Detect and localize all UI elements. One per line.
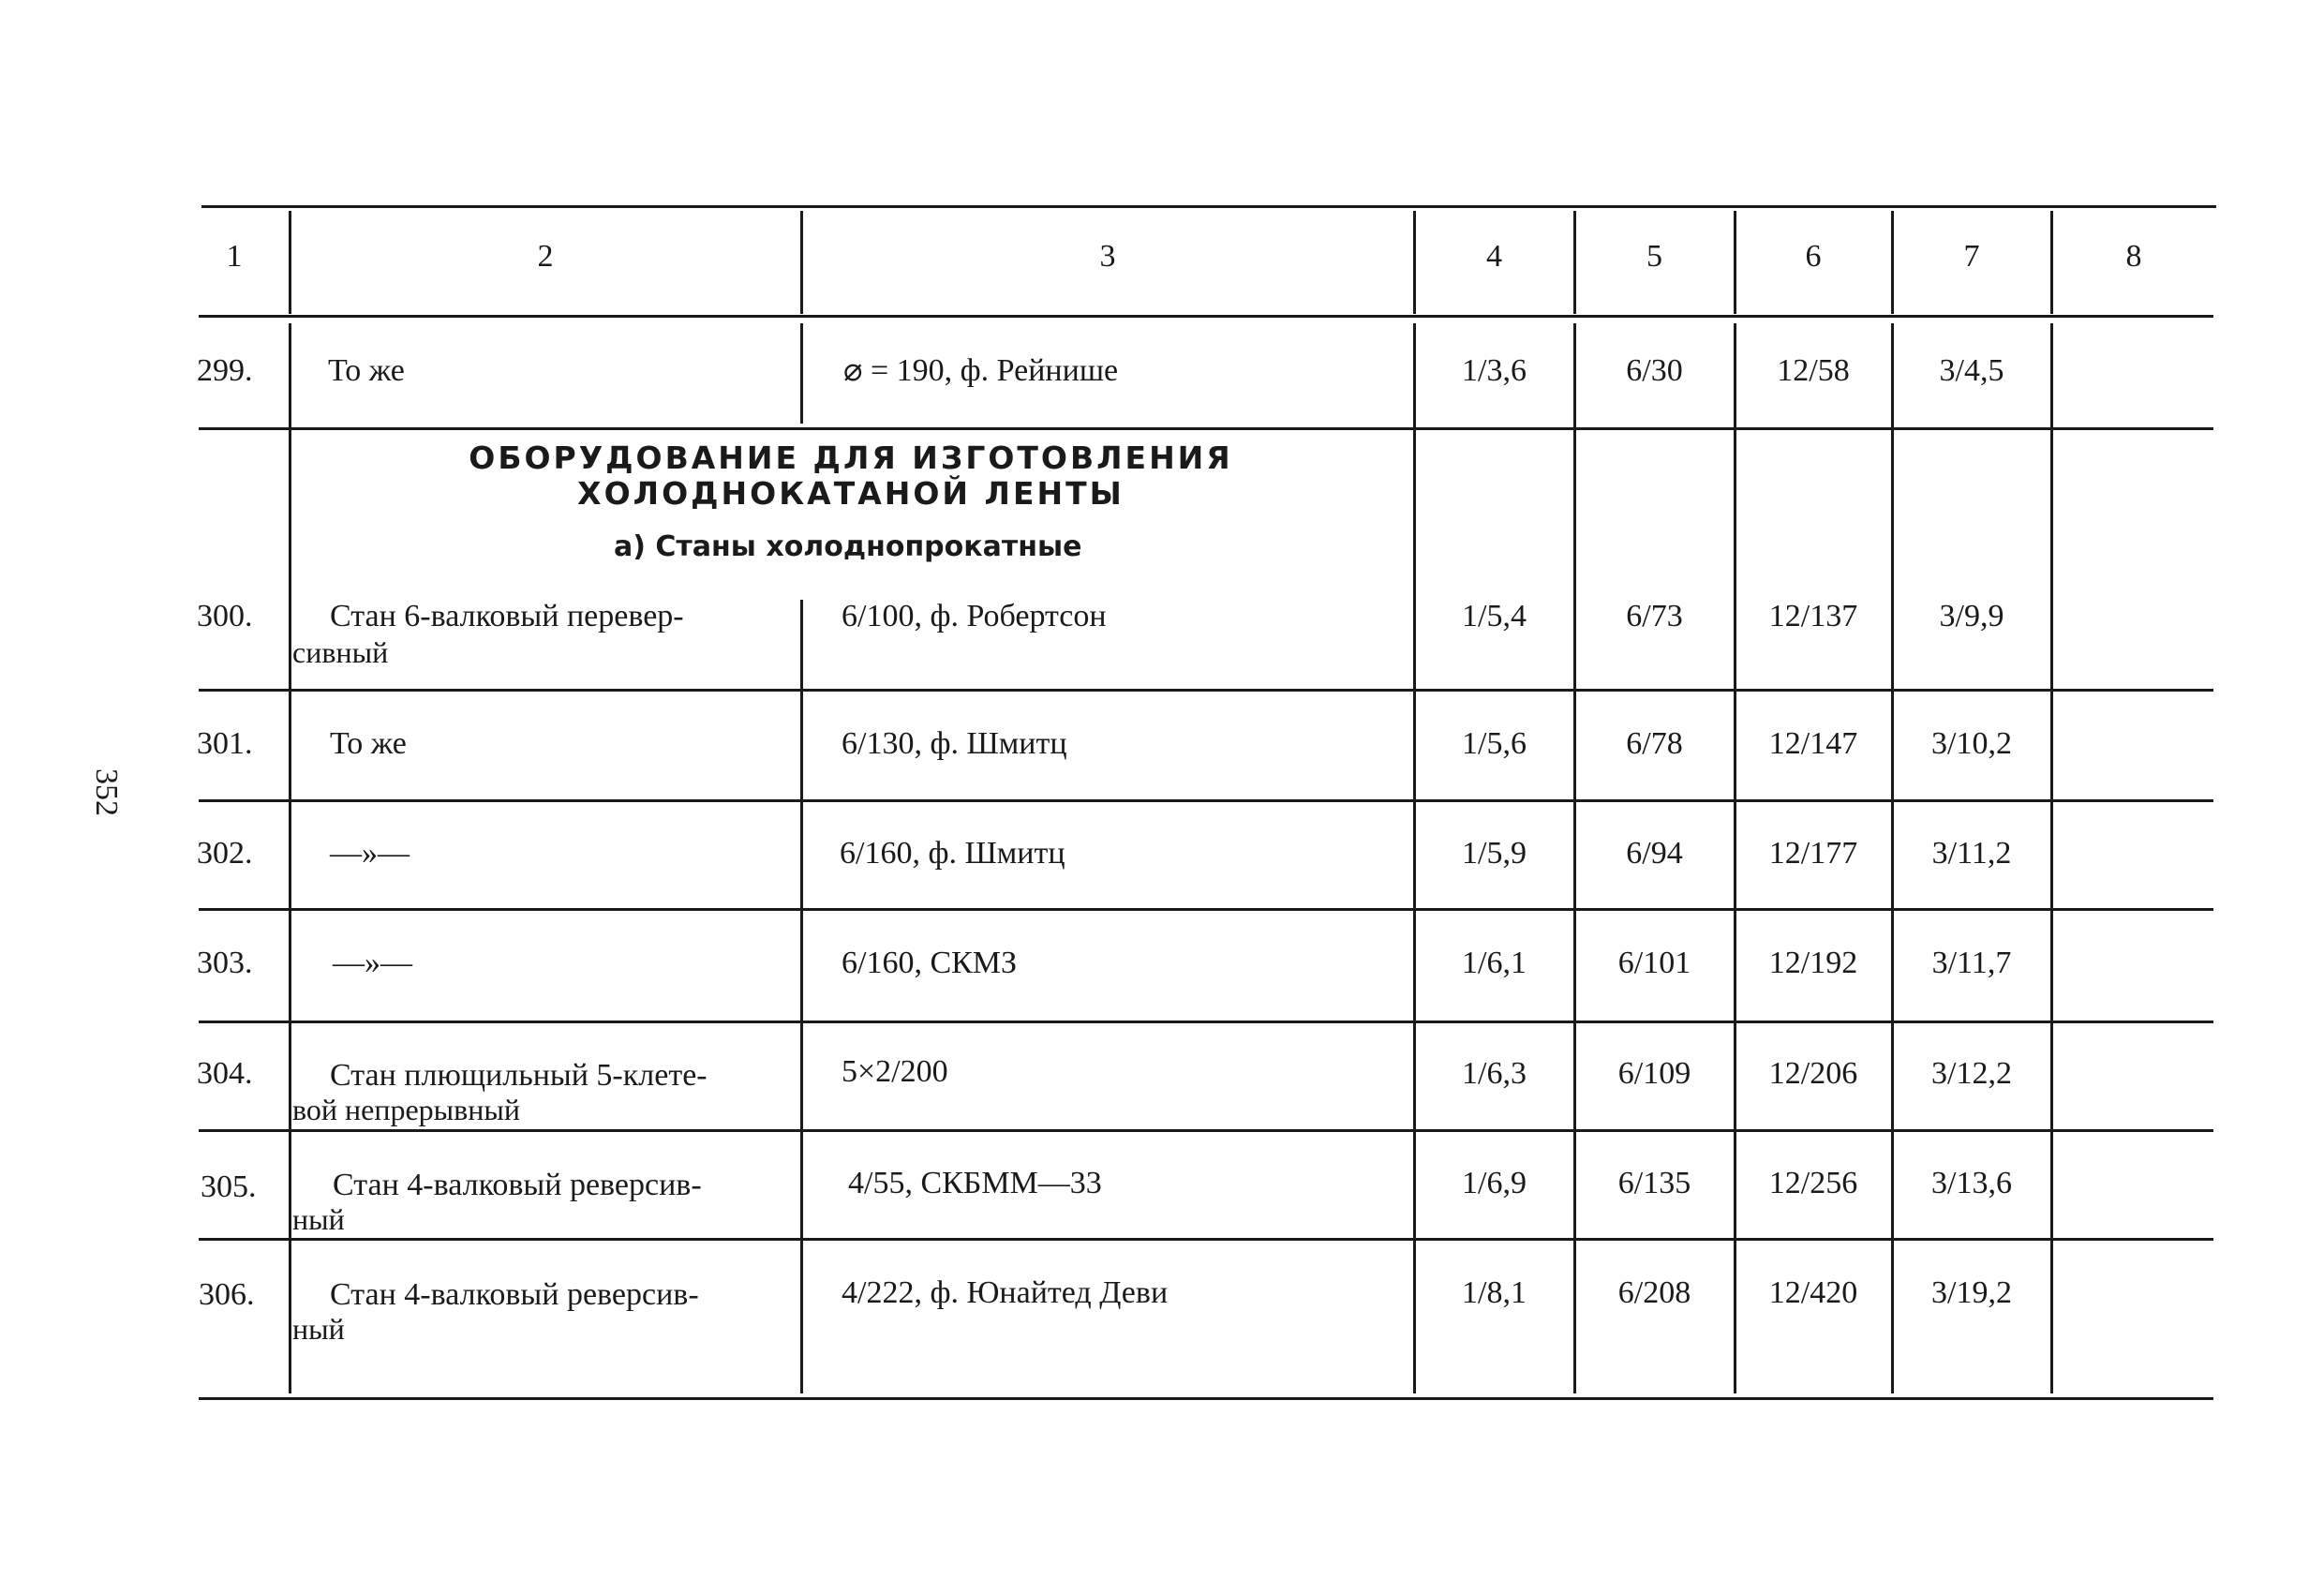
row-col-5: 6/30 — [1626, 353, 1683, 388]
row-name-continuation: сивный — [292, 635, 389, 669]
row-col-7: 3/9,9 — [1939, 599, 2004, 633]
section-subtitle: а) Станы холоднопрокатные — [614, 530, 1082, 563]
header-col-4: 4 — [1486, 239, 1502, 274]
col-sep-5-body — [1734, 323, 1736, 1393]
row-col-7: 3/10,2 — [1931, 726, 2012, 761]
row-name: Стан 4-валковый реверсив- — [333, 1168, 702, 1202]
row-col-4: 1/3,6 — [1462, 353, 1527, 388]
header-col-6: 6 — [1805, 239, 1822, 274]
row-name: Стан 4-валковый реверсив- — [330, 1277, 699, 1312]
section-title-line-1: ОБОРУДОВАНИЕ ДЛЯ ИЗГОТОВЛЕНИЯ — [469, 439, 1233, 476]
col-sep-5-header — [1734, 211, 1736, 314]
row-col-6: 12/58 — [1777, 353, 1850, 388]
row-number: 304. — [197, 1056, 253, 1091]
col-sep-1-body — [289, 323, 291, 1393]
row-col-6: 12/177 — [1768, 836, 1858, 871]
section-title-line-2: ХОЛОДНОКАТАНОЙ ЛЕНТЫ — [577, 475, 1125, 512]
row-number: 299. — [197, 353, 253, 388]
row-col-7: 3/11,2 — [1931, 836, 2012, 871]
row-col-4: 1/5,6 — [1462, 726, 1527, 761]
rule-top — [201, 205, 2216, 208]
rule-row-304-bottom — [199, 1129, 2213, 1132]
row-col-6: 12/192 — [1768, 946, 1858, 980]
row-number: 302. — [197, 836, 253, 871]
col-sep-7-body — [2050, 323, 2053, 1393]
row-number: 303. — [197, 946, 253, 980]
row-col-4: 1/6,1 — [1462, 946, 1527, 980]
row-spec: 6/160, ф. Шмитц — [840, 836, 1065, 871]
col-sep-2-header — [800, 211, 803, 314]
header-col-2: 2 — [537, 239, 554, 274]
row-name: Стан плющильный 5-клете- — [330, 1058, 708, 1093]
row-col-6: 12/137 — [1768, 599, 1858, 633]
row-spec: 5×2/200 — [842, 1054, 948, 1089]
rule-row-300-bottom — [199, 689, 2213, 692]
row-spec: ⌀ = 190, ф. Рейнише — [843, 353, 1119, 388]
row-col-5: 6/135 — [1617, 1166, 1691, 1200]
row-name: —»— — [330, 836, 410, 871]
rule-bottom — [199, 1397, 2213, 1400]
row-number: 300. — [197, 599, 253, 633]
col-sep-3-header — [1413, 211, 1416, 314]
col-sep-7-header — [2050, 211, 2053, 314]
col-sep-2-body-b — [800, 600, 803, 1393]
row-col-5: 6/101 — [1617, 946, 1691, 980]
col-sep-3-body — [1413, 323, 1416, 1393]
row-col-7: 3/11,7 — [1931, 946, 2012, 980]
row-col-5: 6/73 — [1626, 599, 1683, 633]
row-number: 305. — [201, 1169, 257, 1204]
header-col-3: 3 — [1099, 239, 1116, 274]
row-col-7: 3/12,2 — [1931, 1056, 2012, 1091]
row-col-7: 3/4,5 — [1939, 353, 2004, 388]
rule-row-301-bottom — [199, 799, 2213, 802]
col-sep-4-body — [1573, 323, 1576, 1393]
rule-row-303-bottom — [199, 1020, 2213, 1023]
row-spec: 6/100, ф. Робертсон — [842, 599, 1107, 633]
col-sep-6-header — [1891, 211, 1894, 314]
col-sep-4-header — [1573, 211, 1576, 314]
row-number: 301. — [197, 726, 253, 761]
row-name: —»— — [333, 946, 412, 980]
rule-row-305-bottom — [199, 1238, 2213, 1241]
row-spec: 6/130, ф. Шмитц — [842, 726, 1067, 761]
col-sep-6-body — [1891, 323, 1894, 1393]
row-col-5: 6/78 — [1626, 726, 1683, 761]
row-col-6: 12/206 — [1768, 1056, 1858, 1091]
rule-header-bottom — [199, 315, 2213, 318]
row-col-6: 12/420 — [1768, 1275, 1858, 1310]
header-col-7: 7 — [1963, 239, 1980, 274]
row-spec: 6/160, СКМЗ — [842, 946, 1018, 980]
row-name: То же — [328, 353, 405, 388]
row-col-5: 6/208 — [1617, 1275, 1691, 1310]
row-col-7: 3/13,6 — [1931, 1166, 2012, 1200]
row-col-4: 1/6,9 — [1462, 1166, 1527, 1200]
row-name: То же — [330, 726, 407, 761]
row-col-4: 1/8,1 — [1462, 1275, 1527, 1310]
col-sep-1-header — [289, 211, 291, 314]
row-col-4: 1/5,4 — [1462, 599, 1527, 633]
header-col-8: 8 — [2125, 239, 2142, 274]
header-col-5: 5 — [1646, 239, 1662, 274]
row-name-continuation: вой непрерывный — [292, 1093, 521, 1126]
row-name: Стан 6-валковый перевер- — [330, 599, 684, 633]
row-name-continuation: ный — [292, 1312, 345, 1346]
page-number: 352 — [89, 768, 124, 816]
rule-row-302-bottom — [199, 908, 2213, 911]
row-col-4: 1/5,9 — [1462, 836, 1527, 871]
row-number: 306. — [199, 1277, 255, 1312]
header-col-1: 1 — [226, 239, 243, 274]
row-col-5: 6/94 — [1626, 836, 1683, 871]
row-col-5: 6/109 — [1617, 1056, 1691, 1091]
row-col-7: 3/19,2 — [1931, 1275, 2012, 1310]
row-col-4: 1/6,3 — [1462, 1056, 1527, 1091]
col-sep-2-body-a — [800, 323, 803, 424]
row-name-continuation: ный — [292, 1202, 345, 1236]
row-col-6: 12/147 — [1768, 726, 1858, 761]
row-spec: 4/222, ф. Юнайтед Деви — [842, 1275, 1169, 1310]
row-spec: 4/55, СКБММ—33 — [848, 1166, 1102, 1200]
rule-row-299-bottom — [199, 427, 2213, 430]
row-col-6: 12/256 — [1768, 1166, 1858, 1200]
